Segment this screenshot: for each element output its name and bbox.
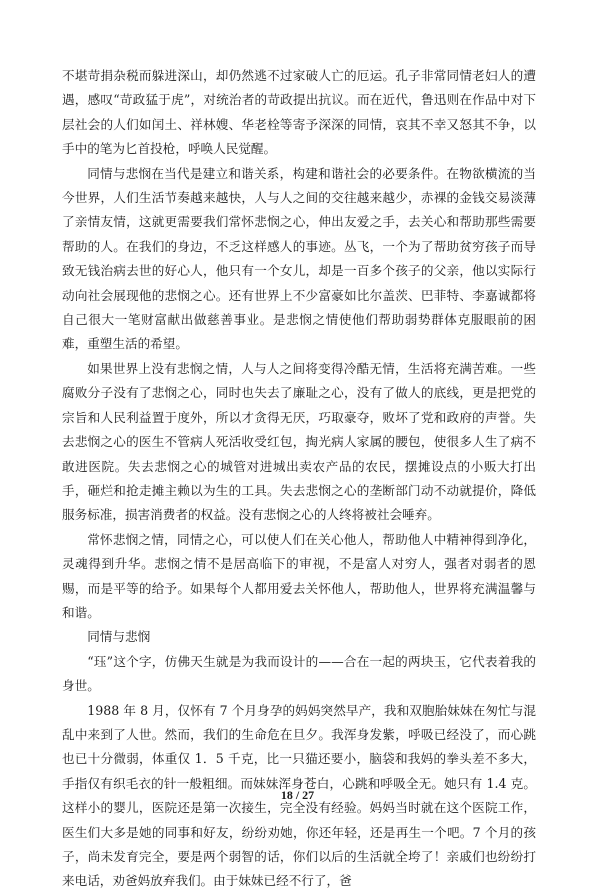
document-body	[62, 64, 536, 894]
paragraph-continued: 不堪苛捐杂税而躲进深山，却仍然逃不过家破人亡的厄运。孔子非常同情老妇人的遭遇，感叹“苛政猛于虎”，对统治者的苛政提出抗议。而在近代，鲁迅则在作品中对下层社会的人们如闰土、祥林嫂、华老栓等寄予深深的同情，哀其不幸又怒其不争，以手中的笔为匕首投枪，呼唤人民觉醒。	[62, 68, 536, 157]
paragraph: 同情与悲悯在当代是建立和谐关系，构建和谐社会的必要条件。在物欲横流的当今世界，人们生活节奏越来越快，人与人之间的交往越来越少，赤裸的金钱交易淡薄了亲情友情，这就更需要我们常怀悲悯之心，伸出友爱之手，去关心和帮助那些需要帮助的人。在我们的身边，不乏这样感人的事迹。丛飞，一个为了帮助贫穷孩子而导致无钱治病去世的好心人，他只有一个女儿，却是一百多个孩子的父亲，他以实际行动向社会展现他的悲悯之心。还有世界上不少富豪如比尔盖茨、巴菲特、李嘉诚都将自己很大一笔财富献出做慈善事业。是悲悯之情使他们帮助弱势群体克服眼前的困难，重塑生活的希望。	[62, 165, 536, 352]
paragraph: 如果世界上没有悲悯之情，人与人之间将变得冷酷无情，生活将充满苦难。一些腐败分子没有了悲悯之心，同时也失去了廉耻之心，没有了做人的底线，更是把党的宗旨和人民利益置于度外，所以才贪得无厌，巧取豪夺，败坏了党和政府的声誉。失去悲悯之心的医生不管病人死活收受红包，掏光病人家属的腰包，使很多人生了病不敢进医院。失去悲悯之心的城管对进城出卖农产品的农民，摆摊设点的小贩大打出手，砸烂和抢走摊主赖以为生的工具。失去悲悯之心的垄断部门动不动就提价，降低服务标准，损害消费者的权益。没有悲悯之心的人终将被社会唾弃。	[62, 360, 536, 523]
section-title: 同情与悲悯	[87, 629, 151, 645]
paragraph: “珏”这个字，仿佛天生就是为我而设计的——合在一起的两块玉，它代表着我的身世。	[62, 653, 536, 694]
paragraph: 常怀悲悯之情，同情之心，可以使人们在关心他人，帮助他人中精神得到净化，灵魂得到升华。悲悯之情不是居高临下的审视，不是富人对穷人，强者对弱者的恩赐，而是平等的给予。如果每个人都用爱去关怀他人，帮助他人，世界将充满温馨与和谐。	[62, 531, 536, 620]
paragraph: 1988 年 8 月，仅怀有 7 个月身孕的妈妈突然早产，我和双胞胎妹妹在匆忙与混乱中来到了人世。然而，我们的生命危在旦夕。我浑身发紫，呼吸已经没了，而心跳也已十分微弱，体重仅 1．5 千克，比一只猫还要小，脑袋和我妈的拳头差不多大，手指仅有织毛衣的针一般粗细。而妹妹浑身苍白，心跳和呼吸全无。她只有 1.4 克。这样小的婴儿，医院还是第一次接生，完全没有经验。妈妈当时就在这个医院工作，医生们大多是她的同事和好友，纷纷劝她，你还年轻，还是再生一个吧。7 个月的孩子，尚未发育完全，要是两个弱智的话，你们以后的生活就全垮了！亲戚们也纷纷打来电话，劝爸妈放弃我们。由于妹妹已经不行了，爸	[62, 702, 536, 889]
page-number: 18 / 27	[280, 788, 315, 802]
